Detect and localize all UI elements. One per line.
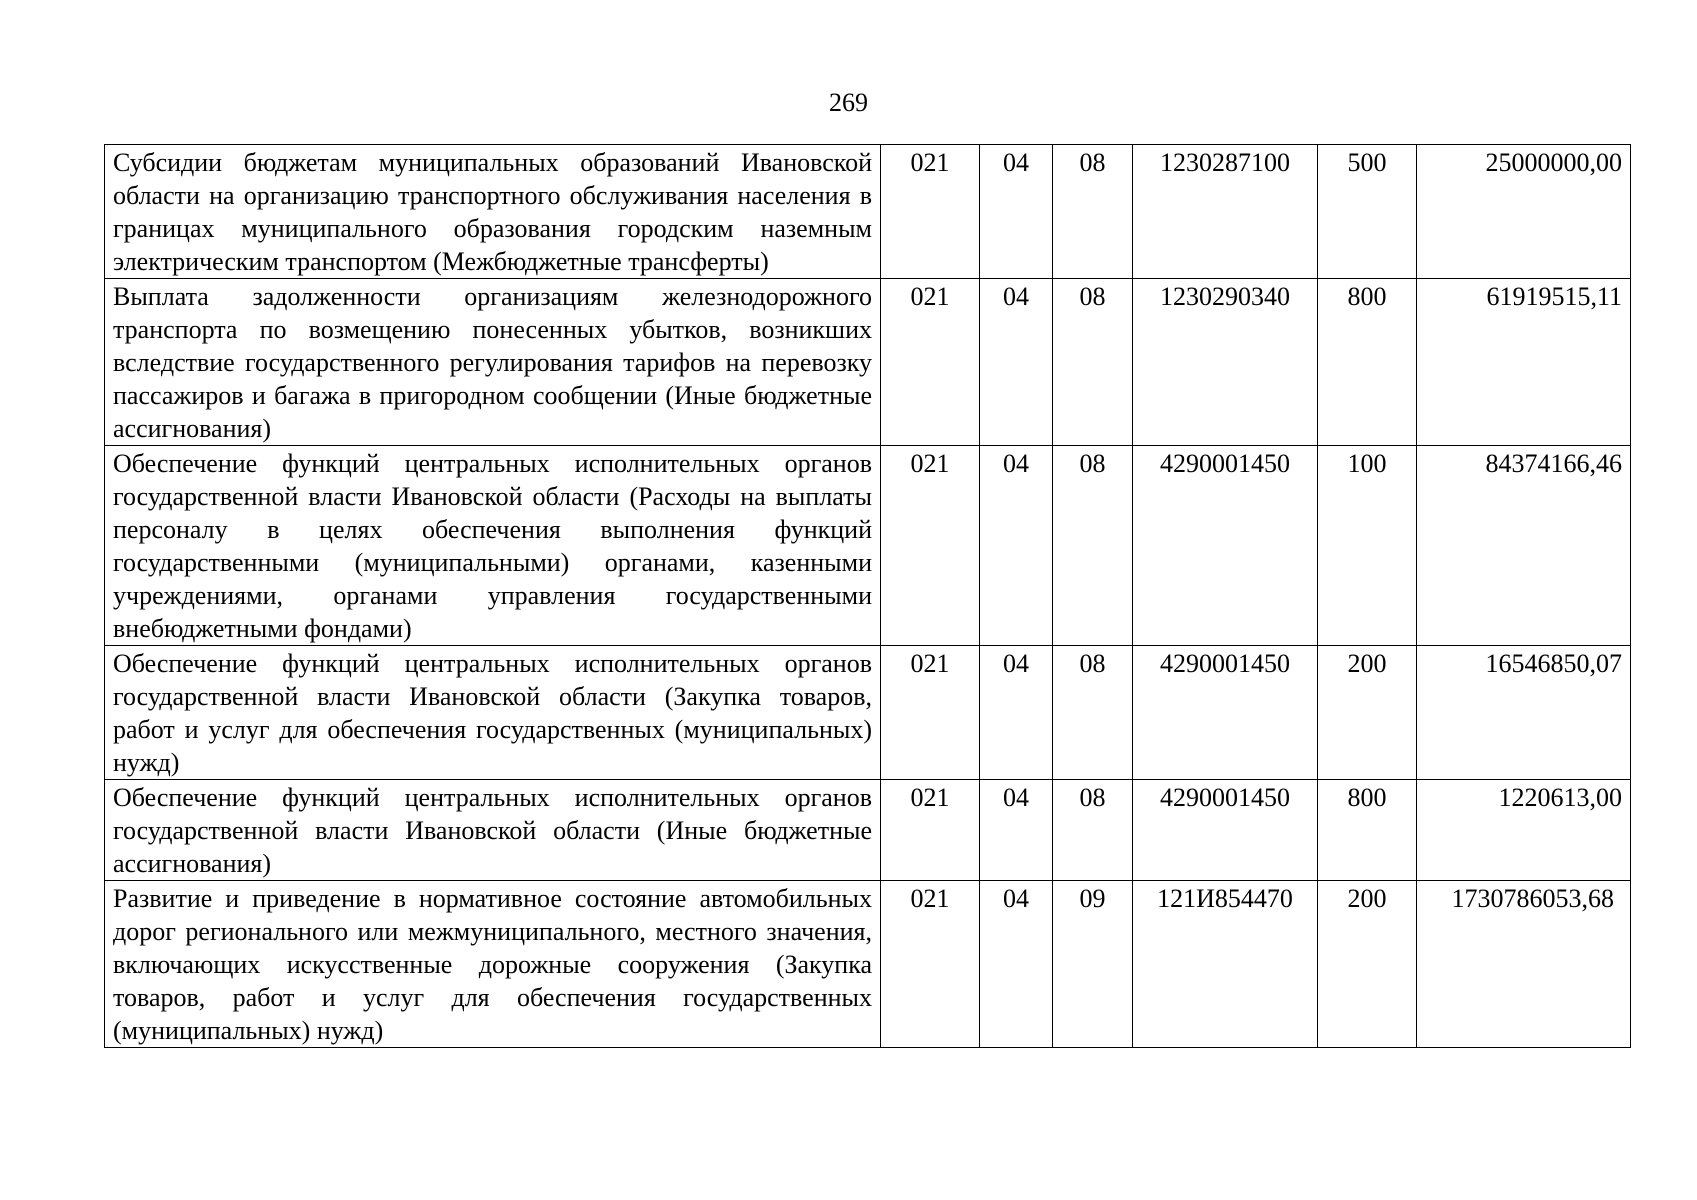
section-code-cell: 04 [980,279,1053,446]
target-code-cell: 121И854470 [1133,881,1318,1048]
ministry-code-cell: 021 [881,646,980,780]
ministry-code-cell: 021 [881,881,980,1048]
expense-type-cell: 500 [1318,145,1417,279]
subsection-code-cell: 09 [1053,881,1133,1048]
table-row [105,145,1631,279]
ministry-code-cell: 021 [881,446,980,646]
description-cell: Субсидии бюджетам муниципальных образований Ивановской области на организацию транспортного обслуживания населения в границах муниципального образования городским наземным электрическим транспортом (Межбюджетные трансферты) [105,145,881,279]
ministry-code-cell: 021 [881,145,980,279]
ministry-code-cell: 021 [881,780,980,881]
expense-type-cell: 100 [1318,446,1417,646]
amount-cell: 25000000,00 [1417,145,1631,279]
amount-cell: 1220613,00 [1417,780,1631,881]
expense-type-cell: 200 [1318,881,1417,1048]
page-number: 269 [829,88,868,117]
ministry-code-cell: 021 [881,279,980,446]
table-row [105,780,1631,881]
section-code-cell: 04 [980,145,1053,279]
budget-table [104,144,1631,1048]
target-code-cell: 1230287100 [1133,145,1318,279]
table-row [105,446,1631,646]
subsection-code-cell: 08 [1053,145,1133,279]
target-code-cell: 4290001450 [1133,780,1318,881]
description-cell: Обеспечение функций центральных исполнительных органов государственной власти Ивановской области (Иные бюджетные ассигнования) [105,780,881,881]
subsection-code-cell: 08 [1053,446,1133,646]
subsection-code-cell: 08 [1053,646,1133,780]
target-code-cell: 4290001450 [1133,446,1318,646]
amount-cell: 16546850,07 [1417,646,1631,780]
description-cell: Выплата задолженности организациям железнодорожного транспорта по возмещению понесенных убытков, возникших вследствие государственного регулирования тарифов на перевозку пассажиров и багажа в пригородном сообщении (Иные бюджетные ассигнования) [105,279,881,446]
expense-type-cell: 800 [1318,279,1417,446]
target-code-cell: 1230290340 [1133,279,1318,446]
amount-cell: 61919515,11 [1417,279,1631,446]
amount-cell: 84374166,46 [1417,446,1631,646]
table-row [105,279,1631,446]
description-cell: Обеспечение функций центральных исполнительных органов государственной власти Ивановской области (Закупка товаров, работ и услуг для обеспечения государственных (муниципальных) нужд) [105,646,881,780]
section-code-cell: 04 [980,646,1053,780]
section-code-cell: 04 [980,446,1053,646]
expense-type-cell: 800 [1318,780,1417,881]
table-row [105,881,1631,1048]
table-row [105,646,1631,780]
subsection-code-cell: 08 [1053,279,1133,446]
subsection-code-cell: 08 [1053,780,1133,881]
description-cell: Развитие и приведение в нормативное состояние автомобильных дорог регионального или межмуниципального, местного значения, включающих искусственные дорожные сооружения (Закупка товаров, работ и услуг для обеспечения государственных (муниципальных) нужд) [105,881,881,1048]
section-code-cell: 04 [980,780,1053,881]
target-code-cell: 4290001450 [1133,646,1318,780]
expense-type-cell: 200 [1318,646,1417,780]
section-code-cell: 04 [980,881,1053,1048]
description-cell: Обеспечение функций центральных исполнительных органов государственной власти Ивановской области (Расходы на выплаты персоналу в целях обеспечения выполнения функций государственными (муниципальными) органами, казенными учреждениями, органами управления государственными внебюджетными фондами) [105,446,881,646]
amount-cell: 1730786053,68 [1417,881,1631,1048]
